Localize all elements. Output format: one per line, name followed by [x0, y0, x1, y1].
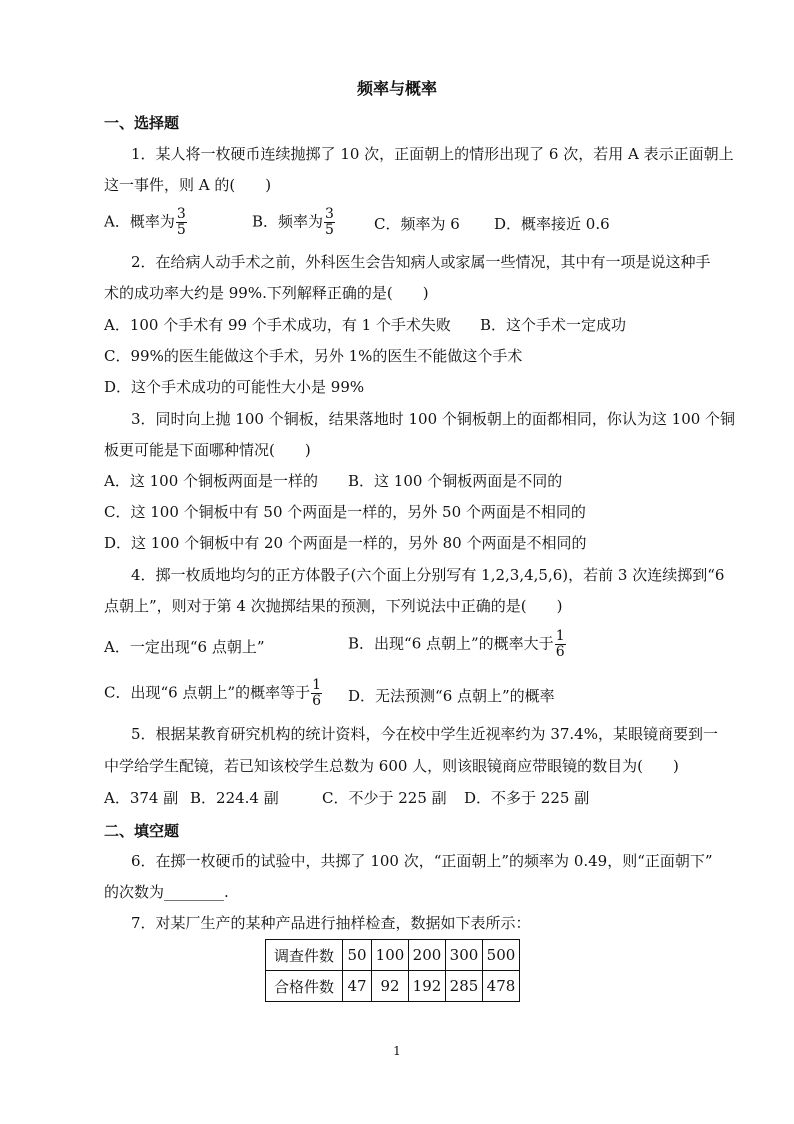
q1-stem-line2: 这一事件，则 A 的( ): [104, 176, 272, 194]
q4-option-b-text: B．出现“6 点朝上”的概率大于: [348, 634, 554, 653]
table-cell: 300: [446, 940, 483, 971]
sampling-table: [265, 939, 520, 1002]
q4-stem-line1: 4．掷一枚质地均匀的正方体骰子(六个面上分别写有 1,2,3,4,5,6)，若前 3 次连续掷到“6: [131, 566, 725, 584]
q1-option-a-fraction: [176, 207, 187, 238]
table-cell: 200: [409, 940, 446, 971]
q2-stem-line2: 术的成功率大约是 99%.下列解释正确的是( ): [104, 284, 429, 302]
page-title: 频率与概率: [356, 79, 437, 98]
q1-option-d: D．概率接近 0.6: [494, 215, 610, 233]
q1-option-b: [252, 207, 336, 238]
table-cell: 100: [372, 940, 409, 971]
fraction-denominator: 5: [176, 222, 186, 238]
table-cell: 47: [343, 971, 372, 1002]
q4-option-b-fraction: [555, 629, 566, 660]
q1-option-a-text: A．概率为: [104, 212, 175, 231]
table-row: [266, 940, 520, 971]
table-cell: 50: [343, 940, 372, 971]
q5-option-d: D．不多于 225 副: [464, 789, 590, 807]
q1-option-b-fraction: [324, 207, 335, 238]
q5-option-b: B．224.4 副: [190, 789, 279, 807]
q2-option-c: C．99%的医生能做这个手术，另外 1%的医生不能做这个手术: [104, 347, 523, 365]
q4-option-d: D．无法预测“6 点朝上”的概率: [348, 687, 555, 705]
q2-stem-line1: 2．在给病人动手术之前，外科医生会告知病人或家属一些情况，其中有一项是说这种手: [131, 253, 711, 271]
q3-stem-line2: 板更可能是下面哪种情况( ): [104, 441, 311, 459]
q6-stem-line2: 的次数为________.: [104, 883, 229, 901]
q5-option-c: C．不少于 225 副: [322, 789, 447, 807]
q2-option-b: B．这个手术一定成功: [480, 316, 627, 334]
fraction-numerator: 1: [312, 677, 322, 693]
q7-stem-line1: 7．对某厂生产的某种产品进行抽样检查，数据如下表所示：: [131, 914, 531, 932]
fraction-numerator: 1: [555, 628, 565, 644]
q5-stem-line2: 中学给学生配镜，若已知该校学生总数为 600 人，则该眼镜商应带眼镜的数目为( ): [104, 757, 679, 775]
table-cell: 500: [483, 940, 520, 971]
q3-option-d: D．这 100 个铜板中有 20 个两面是一样的，另外 80 个两面是不相同的: [104, 534, 587, 552]
table-cell: 478: [483, 971, 520, 1002]
q4-option-c: [104, 678, 323, 709]
q4-option-c-text: C．出现“6 点朝上”的概率等于: [104, 683, 311, 702]
table-cell: 192: [409, 971, 446, 1002]
q5-option-a: A．374 副: [104, 789, 179, 807]
q3-option-a: A．这 100 个铜板两面是一样的: [104, 472, 319, 490]
q4-stem-line2: 点朝上”，则对于第 4 次抛掷结果的预测，下列说法中正确的是( ): [104, 597, 563, 615]
section-heading-choice: 一、选择题: [104, 114, 180, 132]
fraction-numerator: 3: [176, 206, 186, 222]
q3-stem-line1: 3．同时向上抛 100 个铜板，结果落地时 100 个铜板朝上的面都相同，你认为这 100 个铜: [131, 410, 736, 428]
q6-stem-line1: 6．在掷一枚硬币的试验中，共掷了 100 次，“正面朝上”的频率为 0.49，则“正面朝下”: [131, 852, 713, 870]
table-row-label: 调查件数: [266, 940, 343, 971]
q1-stem-line1: 1．某人将一枚硬币连续抛掷了 10 次，正面朝上的情形出现了 6 次，若用 A 表示正面朝上: [131, 145, 734, 163]
q1-option-a: [104, 207, 188, 238]
q3-option-b: B．这 100 个铜板两面是不同的: [348, 472, 563, 490]
table-row-label: 合格件数: [266, 971, 343, 1002]
q4-option-c-fraction: [311, 678, 322, 709]
q5-stem-line1: 5．根据某教育研究机构的统计资料，今在校中学生近视率约为 37.4%，某眼镜商要到一: [131, 725, 718, 743]
q3-option-c: C．这 100 个铜板中有 50 个两面是一样的，另外 50 个两面是不相同的: [104, 503, 586, 521]
table-row: [266, 971, 520, 1002]
fraction-numerator: 3: [325, 206, 334, 222]
fraction-denominator: 5: [325, 222, 334, 238]
q2-option-a: A．100 个手术有 99 个手术成功，有 1 个手术失败: [104, 316, 451, 334]
page-number: 1: [393, 1044, 401, 1058]
table-cell: 285: [446, 971, 483, 1002]
section-heading-fill: 二、填空题: [104, 822, 180, 840]
fraction-denominator: 6: [555, 644, 565, 660]
q4-option-a: A．一定出现“6 点朝上”: [104, 638, 265, 656]
q2-option-d: D．这个手术成功的可能性大小是 99%: [104, 378, 365, 396]
q1-option-b-text: B．频率为: [252, 212, 324, 231]
fraction-denominator: 6: [312, 693, 322, 709]
table-cell: 92: [372, 971, 409, 1002]
q4-option-b: [348, 629, 567, 660]
q1-option-c: C．频率为 6: [374, 215, 460, 233]
